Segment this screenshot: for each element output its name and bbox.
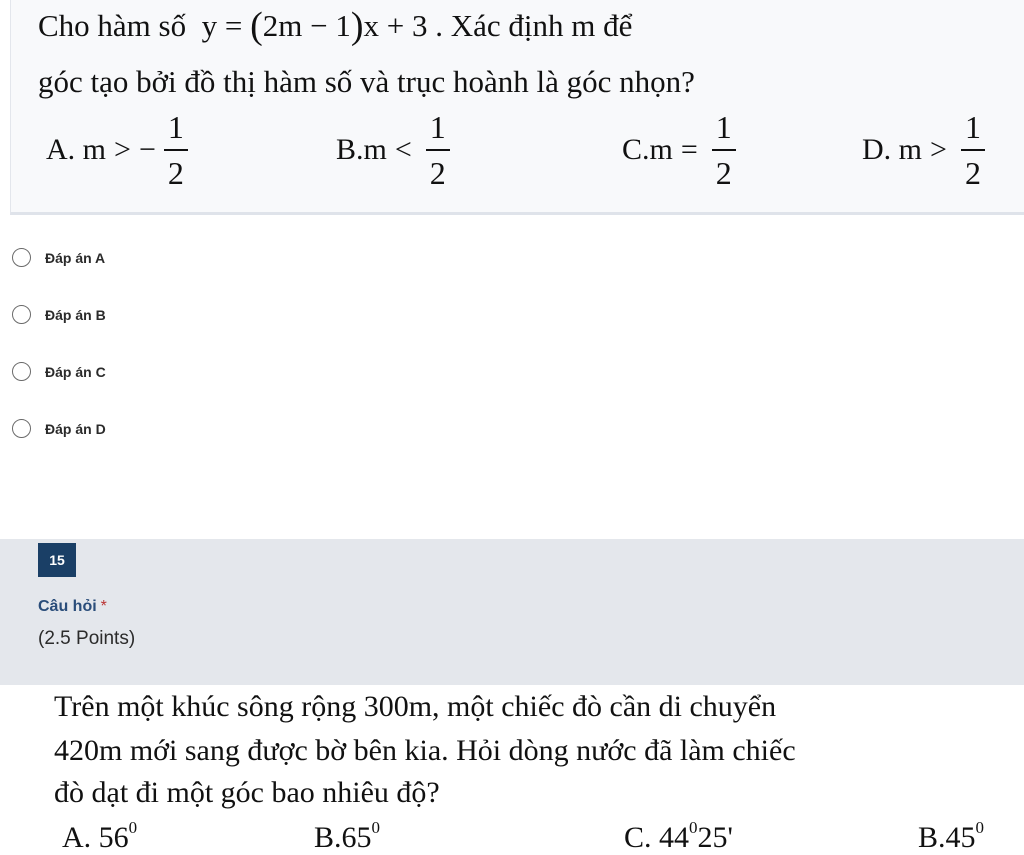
fraction-bar — [164, 149, 188, 151]
q15-option-a — [62, 818, 137, 855]
question-15-header — [0, 539, 1024, 685]
option-var: m — [898, 133, 923, 166]
q14-text-prefix: Cho hàm số — [38, 8, 187, 43]
fraction-bar — [426, 149, 450, 151]
option-var: m — [82, 133, 107, 166]
question-14-line-2: góc tạo bởi đồ thị hàm số và trục hoành là góc nhọn? — [38, 64, 695, 99]
eq-rest: x + 3 — [363, 8, 428, 43]
fraction-numerator: 1 — [167, 109, 184, 145]
fraction-numerator: 1 — [429, 109, 446, 145]
question-points: (2.5 Points) — [38, 628, 136, 649]
fraction-denominator: 2 — [715, 155, 732, 191]
q14-option-d — [862, 104, 985, 196]
degree-mark: 0 — [975, 818, 985, 837]
option-value: 44 — [659, 821, 690, 854]
fraction-denominator: 2 — [429, 155, 446, 191]
fraction-bar — [961, 149, 985, 151]
radio-button[interactable] — [12, 305, 31, 324]
option-fraction — [426, 111, 450, 189]
q15-option-b — [314, 818, 380, 855]
q14-option-b — [336, 104, 450, 196]
question-14-line-1 — [38, 2, 632, 46]
fraction-bar — [712, 149, 736, 151]
question-15-line-2: 420m mới sang được bờ bên kia. Hỏi dòng nước đã làm chiếc — [54, 734, 796, 767]
option-minutes: 25' — [697, 821, 733, 854]
option-var: m — [649, 133, 673, 166]
q14-option-a — [46, 104, 188, 196]
degree-mark: 0 — [371, 818, 381, 837]
choice-d[interactable] — [12, 419, 106, 438]
option-letter: B. — [314, 821, 342, 854]
option-letter: A. — [46, 133, 76, 166]
eq-close-paren: ) — [350, 5, 364, 47]
option-letter: C. — [624, 821, 652, 854]
radio-button[interactable] — [12, 248, 31, 267]
option-fraction — [961, 111, 985, 189]
required-marker: * — [100, 598, 107, 615]
choice-label: Đáp án D — [45, 420, 106, 437]
choice-b[interactable] — [12, 305, 106, 324]
choice-label: Đáp án A — [45, 249, 106, 266]
option-relation: < — [394, 133, 412, 166]
question-15-line-1: Trên một khúc sông rộng 300m, một chiếc đò cần di chuyển — [54, 690, 777, 723]
option-value: 65 — [341, 821, 372, 854]
question-title — [38, 598, 107, 616]
q14-equation — [194, 5, 435, 47]
fraction-numerator: 1 — [964, 109, 981, 145]
question-15-line-3: đò dạt đi một góc bao nhiêu độ? — [54, 776, 440, 809]
option-letter: B. — [918, 821, 946, 854]
degree-mark: 0 — [689, 818, 698, 837]
fraction-numerator: 1 — [715, 109, 732, 145]
eq-inner: 2m − 1 — [262, 8, 351, 43]
fraction-denominator: 2 — [167, 155, 184, 191]
option-value: 56 — [98, 821, 129, 854]
option-letter: C. — [622, 133, 650, 166]
eq-lhs: y — [201, 8, 218, 43]
choice-label: Đáp án C — [45, 363, 106, 380]
radio-button[interactable] — [12, 362, 31, 381]
degree-mark: 0 — [128, 818, 138, 837]
option-relation: > — [114, 133, 131, 166]
option-relation: = — [680, 133, 698, 166]
option-letter: B. — [336, 133, 364, 166]
choice-label: Đáp án B — [45, 306, 106, 323]
question-number-badge: 15 — [38, 543, 76, 577]
eq-equals: = — [224, 8, 243, 43]
option-var: m — [363, 133, 387, 166]
radio-button[interactable] — [12, 419, 31, 438]
option-value: 45 — [945, 821, 976, 854]
option-fraction — [712, 111, 736, 189]
fraction-denominator: 2 — [964, 155, 981, 191]
option-letter: D. — [862, 133, 892, 166]
choice-c[interactable] — [12, 362, 106, 381]
q15-option-c — [624, 818, 733, 855]
option-sign: − — [138, 133, 156, 166]
question-title-text: Câu hỏi — [38, 598, 97, 615]
q14-text-suffix: . Xác định m để — [435, 8, 633, 43]
option-fraction — [164, 111, 188, 189]
option-letter: A. — [62, 821, 92, 854]
q15-option-d — [918, 818, 984, 855]
eq-open-paren: ( — [250, 5, 263, 47]
q14-option-c — [622, 104, 736, 196]
choice-a[interactable] — [12, 248, 105, 267]
option-relation: > — [930, 133, 947, 166]
